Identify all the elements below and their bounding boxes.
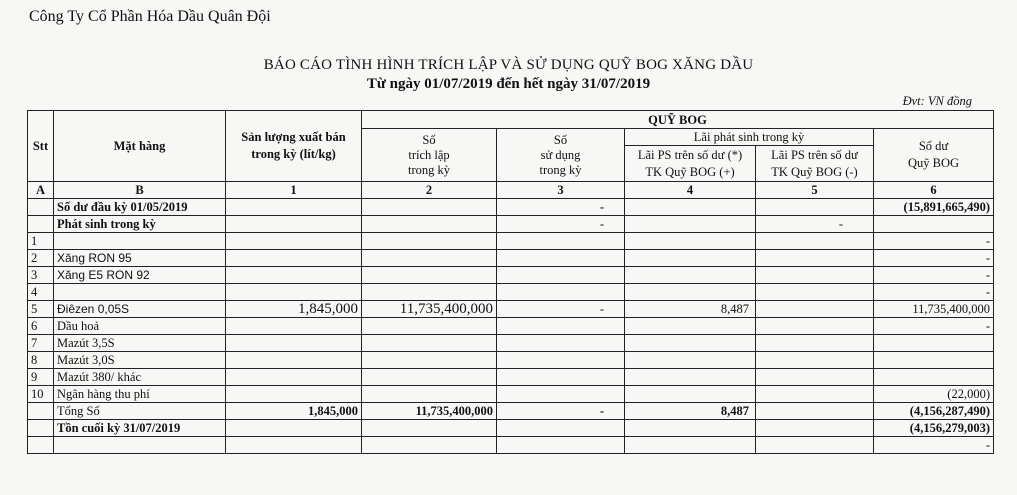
row-quantity [226,284,362,301]
table-row [28,216,994,233]
header-so-trich-lap [362,129,497,182]
row-item-name [54,437,226,454]
row-lai-plus [625,335,756,352]
row-lai-plus [625,199,756,216]
row-su-dung [497,420,625,437]
row-so-du: - [874,284,994,301]
header-quy-bog: QUỸ BOG [362,111,994,129]
row-item-name: Số dư đầu kỳ 01/05/2019 [54,199,226,216]
header-so-trich-line3: trong kỳ [407,162,450,177]
row-lai-minus [756,403,874,420]
row-so-du [874,335,994,352]
header-so-trich-line1: Số [422,132,436,147]
row-lai-plus [625,267,756,284]
row-quantity [226,233,362,250]
table-row [28,420,994,437]
row-lai-minus [756,284,874,301]
header-so-du-line2: Quỹ BOG [907,156,960,170]
table-row [28,318,994,335]
row-lai-minus [756,318,874,335]
header-lai-minus-line1: Lãi PS trên số dư [771,147,858,162]
row-lai-minus [756,233,874,250]
row-trich-lap [362,335,497,352]
header-stt: Stt [28,111,54,182]
row-item-name [54,284,226,301]
row-lai-plus [625,369,756,386]
row-trich-lap [362,199,497,216]
row-so-du: (4,156,279,003) [874,420,994,437]
header-lai-ps-plus [625,146,756,182]
table-row [28,250,994,267]
row-stt [28,216,54,233]
row-item-name: Xăng E5 RON 92 [54,267,226,284]
row-item-name: Dầu hoả [54,318,226,335]
row-item-name: Phát sinh trong kỳ [54,216,226,233]
header-so-du-quy [874,129,994,182]
row-trich-lap [362,420,497,437]
row-lai-minus [756,352,874,369]
row-so-du: - [874,250,994,267]
row-lai-plus [625,318,756,335]
row-su-dung [497,318,625,335]
row-stt: 10 [28,386,54,403]
row-trich-lap [362,233,497,250]
row-su-dung: - [497,199,625,216]
row-quantity [226,420,362,437]
header-lai-plus-line2: TK Quỹ BOG (+) [645,164,735,179]
row-so-du: (4,156,287,490) [874,403,994,420]
row-su-dung [497,335,625,352]
row-stt: 1 [28,233,54,250]
row-so-du [874,369,994,386]
company-name: Công Ty Cổ Phần Hóa Dầu Quân Đội [29,8,271,25]
header-so-sd-line1: Số [553,132,568,147]
row-trich-lap [362,267,497,284]
row-so-du [874,352,994,369]
row-trich-lap [362,250,497,267]
row-lai-plus [625,352,756,369]
row-stt: 6 [28,318,54,335]
row-stt: 7 [28,335,54,352]
row-item-name: Ngân hàng thu phí [54,386,226,403]
row-so-du: - [874,267,994,284]
bog-fund-table [27,110,994,454]
header-so-sd-line3: trong kỳ [539,162,582,177]
row-lai-plus [625,233,756,250]
row-quantity: 1,845,000 [226,301,362,318]
table-row [28,369,994,386]
row-so-du: - [874,318,994,335]
row-quantity [226,318,362,335]
table-row [28,437,994,454]
row-lai-minus [756,437,874,454]
row-lai-plus [625,250,756,267]
row-item-name: Mazút 380/ khác [54,369,226,386]
row-so-du: - [874,233,994,250]
row-so-du: (22,000) [874,386,994,403]
row-quantity [226,352,362,369]
row-lai-minus [756,199,874,216]
row-trich-lap [362,386,497,403]
row-so-du: 11,735,400,000 [874,301,994,318]
col-index-3: 3 [497,182,625,199]
row-stt [28,420,54,437]
col-index-2: 2 [362,182,497,199]
header-so-su-dung [497,129,625,182]
row-lai-plus [625,386,756,403]
row-so-du [874,216,994,233]
col-index-1: 1 [226,182,362,199]
row-lai-minus [756,335,874,352]
row-lai-plus [625,420,756,437]
header-lai-ps-minus [756,146,874,182]
row-lai-minus: - [756,216,874,233]
row-quantity [226,216,362,233]
table-row [28,352,994,369]
row-quantity [226,437,362,454]
row-lai-minus [756,250,874,267]
header-san-luong-line2: trong kỳ (lít/kg) [251,147,336,161]
row-item-name: Mazút 3,0S [54,352,226,369]
row-trich-lap [362,352,497,369]
row-stt: 8 [28,352,54,369]
row-stt: 5 [28,301,54,318]
table-row [28,233,994,250]
row-so-du: - [874,437,994,454]
row-stt: 2 [28,250,54,267]
row-quantity [226,250,362,267]
table-row [28,301,994,318]
row-su-dung [497,437,625,454]
row-stt: 3 [28,267,54,284]
table-row [28,386,994,403]
table-row [28,335,994,352]
row-su-dung [497,386,625,403]
row-quantity: 1,845,000 [226,403,362,420]
row-su-dung [497,284,625,301]
header-mat-hang: Mặt hàng [54,111,226,182]
row-quantity [226,335,362,352]
header-so-du-line1: Số dư [918,139,949,153]
row-su-dung [497,369,625,386]
table-row [28,199,994,216]
row-item-name: Điêzen 0,05S [54,301,226,318]
row-lai-minus [756,386,874,403]
row-trich-lap [362,369,497,386]
currency-unit: Đvt: VN đồng [902,94,972,108]
col-index-a: A [28,182,54,199]
row-quantity [226,199,362,216]
row-item-name: Mazút 3,5S [54,335,226,352]
row-trich-lap: 11,735,400,000 [362,301,497,318]
report-period: Từ ngày 01/07/2019 đến hết ngày 31/07/2019 [366,76,651,92]
col-index-6: 6 [874,182,994,199]
row-lai-plus [625,437,756,454]
col-index-5: 5 [756,182,874,199]
column-index-row [28,182,994,199]
row-su-dung [497,250,625,267]
table-row [28,267,994,284]
header-lai-minus-line2: TK Quỹ BOG (-) [771,164,858,179]
row-item-name: Xăng RON 95 [54,250,226,267]
row-su-dung [497,352,625,369]
row-su-dung [497,233,625,250]
row-item-name: Tồn cuối kỳ 31/07/2019 [54,420,226,437]
header-san-luong [226,111,362,182]
col-index-4: 4 [625,182,756,199]
row-su-dung [497,267,625,284]
row-item-name [54,233,226,250]
table-row [28,284,994,301]
row-trich-lap [362,318,497,335]
row-su-dung: - [497,403,625,420]
row-lai-plus [625,284,756,301]
header-so-sd-line2: sử dụng [540,147,581,162]
row-so-du: (15,891,665,490) [874,199,994,216]
row-trich-lap [362,284,497,301]
report-title: BÁO CÁO TÌNH HÌNH TRÍCH LẬP VÀ SỬ DỤNG QUỸ BOG XĂNG DẦU [263,57,754,73]
row-stt [28,437,54,454]
row-su-dung: - [497,216,625,233]
row-stt: 4 [28,284,54,301]
header-lai-plus-line1: Lãi PS trên số dư (*) [637,147,743,162]
row-lai-minus [756,420,874,437]
row-lai-plus: 8,487 [625,403,756,420]
row-lai-minus [756,267,874,284]
row-quantity [226,267,362,284]
row-stt [28,403,54,420]
row-lai-plus: 8,487 [625,301,756,318]
row-lai-minus [756,301,874,318]
row-quantity [226,369,362,386]
col-index-b: B [54,182,226,199]
row-item-name: Tổng Số [54,403,226,420]
row-quantity [226,386,362,403]
row-lai-minus [756,369,874,386]
header-san-luong-line1: Sản lượng xuất bán [241,130,346,144]
row-trich-lap: 11,735,400,000 [362,403,497,420]
table-row [28,403,994,420]
row-trich-lap [362,216,497,233]
row-stt [28,199,54,216]
header-so-trich-line2: trích lập [408,147,450,162]
row-stt: 9 [28,369,54,386]
row-su-dung: - [497,301,625,318]
row-trich-lap [362,437,497,454]
header-lai-phat-sinh: Lãi phát sinh trong kỳ [625,129,874,146]
row-lai-plus [625,216,756,233]
